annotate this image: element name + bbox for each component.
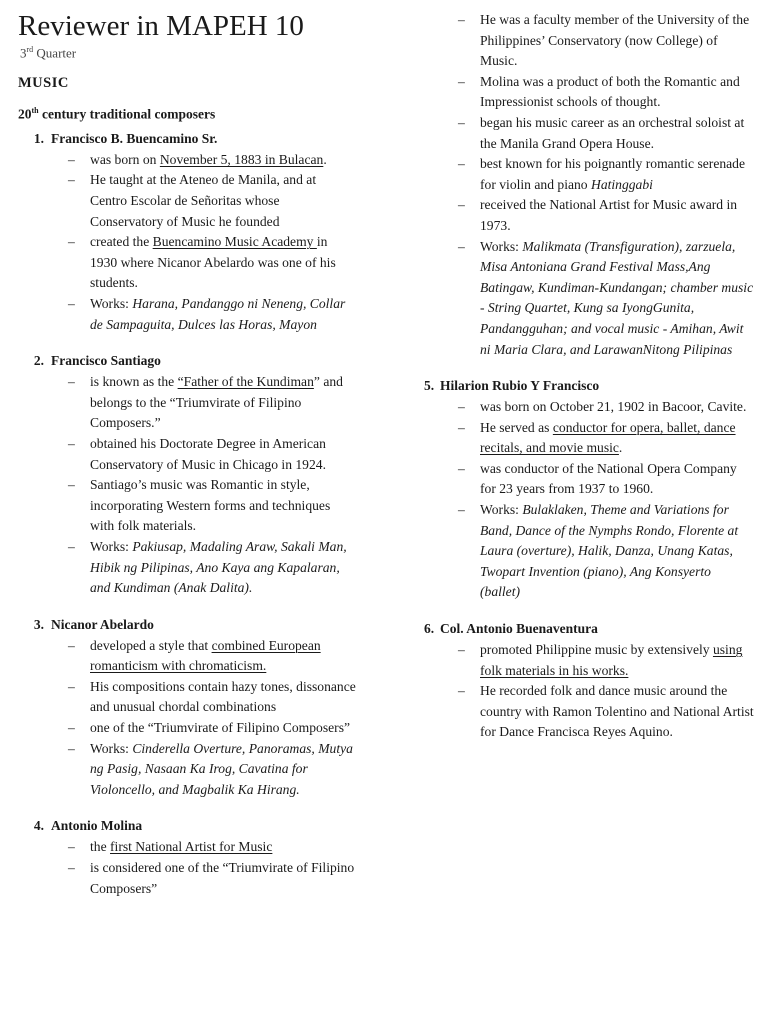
- composer-1: [18, 129, 356, 335]
- composer-facts: [424, 10, 754, 360]
- composer-heading: [18, 615, 356, 634]
- composer-heading: [424, 376, 754, 395]
- right-column: [424, 10, 754, 759]
- quarter-subtitle: [20, 42, 356, 61]
- list-item: – Works: Harana, Pandanggo ni Neneng, Collar de Sampaguita, Dulces las Horas, Mayon: [18, 294, 356, 335]
- composer-number: 6.: [424, 621, 435, 637]
- composer-number: 3.: [33, 616, 44, 632]
- composer-facts: [424, 640, 754, 743]
- composer-name: Hilarion Rubio Y Francisco: [440, 378, 600, 394]
- list-item: – was born on October 21, 1902 in Bacoor, Cavite.: [424, 397, 754, 418]
- composer-facts: [18, 837, 356, 899]
- list-item: – developed a style that combined European romanticism with chromaticism.: [18, 636, 356, 677]
- composer-number: 2.: [33, 353, 44, 369]
- topic-label: century traditional composers: [42, 106, 216, 122]
- composer-4-continued: [424, 10, 754, 360]
- list-item: – He recorded folk and dance music around the country with Ramon Tolentino and National Artist for Dance Francisca Reyes Aquino.: [424, 681, 754, 743]
- list-item: – obtained his Doctorate Degree in American Conservatory of Music in Chicago in 1924.: [18, 434, 356, 475]
- quarter-ordinal: rd: [26, 45, 34, 54]
- list-item: – Works: Malikmata (Transfiguration), zarzuela, Misa Antoniana Grand Festival Mass,Ang Batingaw, Kundiman-Kundangan; chamber music - String Quartet, Kung sa IyongGunita, Pandangguhan; and vocal music - Amihan, Awit ni Maria Clara, and LarawanNitong Pilipinas: [424, 237, 754, 361]
- composer-6: [424, 619, 754, 743]
- quarter-number: 3: [20, 45, 27, 61]
- topic-number: 20: [18, 106, 32, 122]
- composer-heading: [18, 351, 356, 370]
- composer-facts: [18, 150, 356, 335]
- list-item: – best known for his poignantly romantic serenade for violin and piano Hatinggabi: [424, 154, 754, 195]
- composer-5: [424, 376, 754, 603]
- composer-3: [18, 615, 356, 801]
- composer-facts: [18, 636, 356, 801]
- composer-number: 4.: [33, 818, 44, 834]
- list-item: – created the Buencamino Music Academy in 1930 where Nicanor Abelardo was one of his students.: [18, 232, 356, 294]
- list-item: – was conductor of the National Opera Company for 23 years from 1937 to 1960.: [424, 459, 754, 500]
- list-item: – promoted Philippine music by extensively using folk materials in his works.: [424, 640, 754, 681]
- list-item: – Molina was a product of both the Romantic and Impressionist schools of thought.: [424, 72, 754, 113]
- composer-name: Francisco B. Buencamino Sr.: [51, 130, 218, 146]
- list-item: – Santiago’s music was Romantic in style, incorporating Western forms and techniques with folk materials.: [18, 475, 356, 537]
- list-item: – Works: Pakiusap, Madaling Araw, Sakali Man, Hibik ng Pilipinas, Ano Kaya ang Kapalaran, and Kundiman (Anak Dalita).: [18, 537, 356, 599]
- list-item: – Works: Cinderella Overture, Panoramas, Mutya ng Pasig, Nasaan Ka Irog, Cavatina for Violoncello, and Magbalik Ka Hirang.: [18, 739, 356, 801]
- composer-name: Nicanor Abelardo: [51, 616, 154, 632]
- composer-number: 1.: [33, 130, 44, 146]
- list-item: – received the National Artist for Music award in 1973.: [424, 195, 754, 236]
- list-item: – He taught at the Ateneo de Manila, and at Centro Escolar de Señoritas whose Conservatory of Music he founded: [18, 170, 356, 232]
- composer-2: [18, 351, 356, 599]
- composer-facts: [18, 372, 356, 599]
- composer-name: Col. Antonio Buenaventura: [440, 621, 598, 637]
- topic-ordinal: th: [31, 106, 39, 116]
- composer-name: Francisco Santiago: [51, 353, 161, 369]
- list-item: – He served as conductor for opera, ballet, dance recitals, and movie music.: [424, 418, 754, 459]
- composer-heading: [18, 129, 356, 148]
- list-item: – is known as the “Father of the Kundiman” and belongs to the “Triumvirate of Filipino Composers.”: [18, 372, 356, 434]
- page-title: Reviewer in MAPEH 10: [18, 10, 304, 42]
- list-item: – is considered one of the “Triumvirate of Filipino Composers”: [18, 858, 356, 899]
- quarter-label: Quarter: [36, 45, 77, 61]
- list-item: – His compositions contain hazy tones, dissonance and unusual chordal combinations: [18, 677, 356, 718]
- list-item: – the first National Artist for Music: [18, 837, 356, 858]
- composer-heading: [18, 816, 356, 835]
- list-item: – was born on November 5, 1883 in Bulacan.: [18, 150, 356, 171]
- list-item: – Works: Bulaklaken, Theme and Variations for Band, Dance of the Nymphs Rondo, Florente at Laura (overture), Halik, Danza, Unang Katas, Twopart Invention (piano), Ang Konsyerto (ballet): [424, 500, 754, 603]
- section-heading: MUSIC: [18, 75, 69, 92]
- composer-facts: [424, 397, 754, 603]
- list-item: – He was a faculty member of the University of the Philippines’ Conservatory (now College) of Music.: [424, 10, 754, 72]
- composer-number: 5.: [424, 378, 435, 394]
- list-item: – one of the “Triumvirate of Filipino Composers”: [18, 718, 356, 739]
- list-item: – began his music career as an orchestral soloist at the Manila Grand Opera House.: [424, 113, 754, 154]
- composer-heading: [424, 619, 754, 638]
- topic-heading: [18, 106, 356, 123]
- composer-4: [18, 816, 356, 899]
- left-column: [18, 0, 356, 915]
- composer-name: Antonio Molina: [51, 818, 143, 834]
